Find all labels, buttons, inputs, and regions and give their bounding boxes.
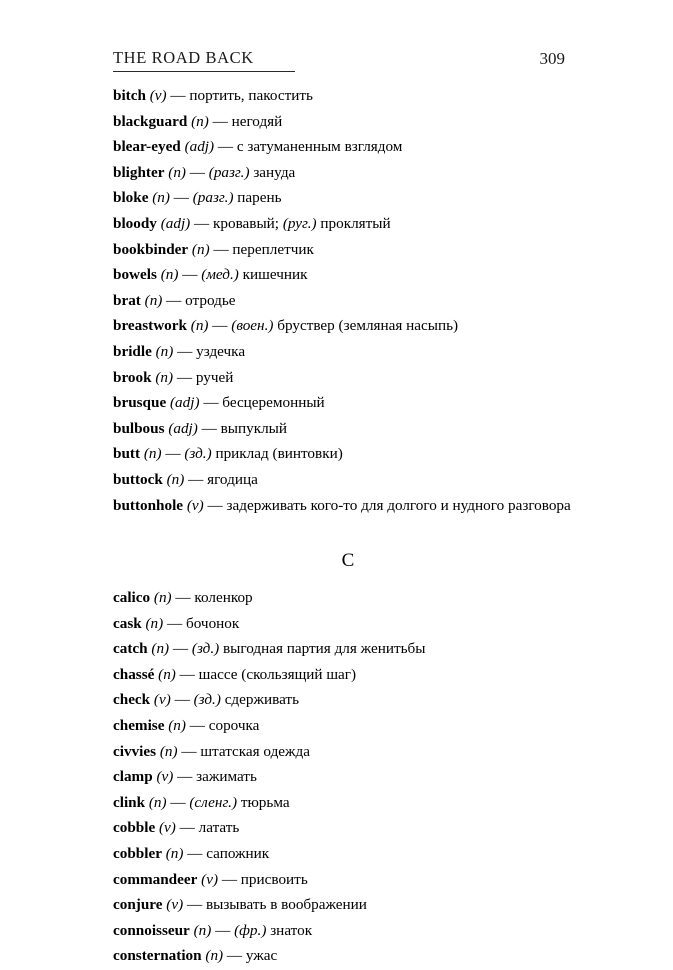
glossary-entry [113, 764, 583, 790]
entry-part-of-speech: (adj) [169, 394, 200, 412]
entry-dash: — [215, 921, 231, 939]
glossary-entry [113, 790, 583, 816]
glossary-entry [113, 493, 583, 519]
entry-dash: — [181, 742, 197, 760]
entry-definition: парень [237, 189, 282, 207]
glossary-entry [113, 739, 583, 765]
entry-definition: выгодная партия для женитьбы [223, 640, 426, 658]
entry-part-of-speech: (n) [158, 665, 176, 683]
entry-part-of-speech: (n) [168, 163, 186, 181]
entry-definition: сапожник [206, 845, 270, 863]
entry-headword: bulbous [113, 419, 165, 437]
entry-definition: ягодица [207, 470, 258, 488]
entry-definition: тюрьма [240, 793, 290, 811]
page-header [113, 48, 565, 72]
entry-definition: штатская одежда [200, 742, 311, 760]
entry-part-of-speech: (v) [149, 87, 167, 104]
entry-dash: — [187, 845, 203, 863]
entry-definition: кишечник [242, 266, 308, 284]
entry-dash: — [177, 342, 193, 360]
glossary-entry [113, 467, 583, 493]
glossary-entry [113, 918, 583, 944]
entry-definition: кровавый; [213, 214, 283, 232]
glossary-entry [113, 867, 583, 893]
entry-definition: портить, пакостить [189, 87, 313, 104]
entry-definition: негодяй [231, 112, 283, 130]
entry-headword: cask [113, 614, 142, 632]
glossary-entry [113, 160, 583, 186]
entry-dash: — [177, 768, 193, 786]
entry-definition: ужас [245, 947, 278, 965]
entry-dash: — [165, 445, 181, 463]
entry-dash: — [201, 419, 217, 437]
entry-part-of-speech: (adj) [160, 214, 191, 232]
entry-part-of-speech: (v) [201, 870, 219, 888]
entry-part-of-speech: (n) [166, 470, 185, 488]
glossary-entry [113, 416, 583, 442]
entry-dash: — [188, 470, 204, 488]
entry-dash: — [179, 665, 195, 683]
entry-definition: сорочка [208, 717, 260, 735]
entry-part-of-speech: (n) [155, 368, 174, 386]
glossary-entry [113, 611, 583, 637]
entry-usage-label: (фр.) [234, 921, 267, 939]
entry-dash: — [179, 819, 195, 837]
entry-headword: calico [113, 589, 151, 607]
entry-dash: — [207, 496, 223, 514]
entry-headword: blackguard [113, 112, 188, 130]
entry-dash: — [167, 614, 183, 632]
entry-definition: бесцеремонный [222, 394, 325, 412]
entry-headword: buttonhole [113, 496, 184, 514]
section-letter-text: C [341, 550, 355, 572]
entry-dash: — [189, 163, 205, 181]
entry-dash: — [189, 717, 205, 735]
glossary-entry [113, 687, 583, 713]
glossary-entry [113, 134, 583, 160]
entry-part-of-speech: (n) [159, 742, 178, 760]
entry-dash: — [186, 896, 203, 914]
entry-headword: civvies [113, 742, 157, 760]
entry-definition: сдерживать [224, 691, 299, 709]
entry-headword: brusque [113, 394, 167, 412]
entry-definition: с затуманенным взглядом [236, 138, 403, 156]
entry-headword: check [113, 691, 151, 709]
entry-dash: — [203, 394, 219, 412]
glossary-entry [113, 585, 583, 611]
entry-definition: присвоить [240, 870, 308, 888]
entry-part-of-speech: (n) [205, 947, 224, 965]
glossary-entry [113, 943, 583, 969]
entry-definition: зануда [253, 163, 296, 181]
entry-dash: — [226, 947, 243, 965]
entry-headword: conjure [113, 896, 163, 914]
glossary-entry [113, 892, 583, 918]
entry-dash: — [194, 214, 210, 232]
entry-definition: знаток [270, 921, 313, 939]
entry-part-of-speech: (adj) [184, 138, 215, 156]
entry-part-of-speech: (n) [144, 291, 163, 309]
entry-dash: — [217, 138, 234, 156]
entry-part-of-speech: (n) [155, 342, 174, 360]
glossary-entry [113, 636, 583, 662]
entry-dash: — [166, 291, 182, 309]
glossary-entry [113, 211, 583, 237]
entry-part-of-speech: (n) [143, 445, 162, 463]
entry-definition: латать [198, 819, 240, 837]
glossary-entry [113, 185, 583, 211]
glossary-entry [113, 313, 583, 339]
entry-dash: — [176, 368, 193, 386]
entry-dash: — [212, 112, 228, 130]
entry-part-of-speech: (n) [190, 317, 209, 335]
entry-usage-label: (разг.) [192, 189, 234, 207]
entry-part-of-speech: (n) [168, 717, 186, 735]
glossary-entry [113, 441, 583, 467]
entry-part-of-speech: (v) [153, 691, 171, 709]
entry-dash: — [170, 793, 186, 811]
glossary-entry [113, 262, 583, 288]
entry-definition: выпуклый [220, 419, 288, 437]
entry-dash: — [182, 266, 198, 284]
entry-headword: blighter [113, 163, 165, 181]
entry-headword: cobbler [113, 845, 162, 863]
entry-part-of-speech: (n) [152, 189, 170, 207]
entry-usage-label: (разг.) [208, 163, 250, 181]
entry-dash: — [173, 189, 189, 207]
entry-dash: — [175, 589, 191, 607]
entry-usage-label: (зд.) [184, 445, 212, 463]
entry-definition: уздечка [196, 342, 246, 360]
entry-part-of-speech: (n) [151, 640, 170, 658]
entry-usage-label: (сленг.) [189, 793, 238, 811]
entry-usage-label: (зд.) [191, 640, 220, 658]
entry-part-of-speech: (v) [166, 896, 184, 914]
entry-headword: connoisseur [113, 921, 190, 939]
entry-headword: consternation [113, 947, 202, 965]
entry-definition: задерживать кого-то для долгого и нудного разговора [226, 496, 571, 514]
entry-part-of-speech: (n) [160, 266, 179, 284]
entry-dash: — [174, 691, 190, 709]
entry-headword: cobble [113, 819, 156, 837]
entry-headword: chassé [113, 665, 155, 683]
entry-definition: бруствер (земляная насыпь) [277, 317, 459, 335]
entry-headword: bowels [113, 266, 157, 284]
entry-headword: bridle [113, 342, 152, 360]
entry-definition: переплетчик [232, 240, 314, 258]
entry-part-of-speech: (n) [193, 921, 212, 939]
entry-definition: приклад (винтовки) [215, 445, 343, 463]
glossary-entry [113, 339, 583, 365]
entry-part-of-speech: (adj) [168, 419, 198, 437]
entry-part-of-speech: (n) [191, 112, 209, 130]
entry-part-of-speech: (v) [186, 496, 204, 514]
entry-definition: вызывать в воображении [205, 896, 367, 914]
entry-usage-label-secondary: (руг.) [282, 214, 317, 232]
glossary-entries [113, 83, 583, 969]
glossary-entry [113, 109, 583, 135]
entry-headword: clink [113, 793, 146, 811]
entry-headword: bloke [113, 189, 149, 207]
entry-definition: ручей [195, 368, 234, 386]
section-letter-heading [113, 518, 583, 585]
entry-part-of-speech: (n) [165, 845, 184, 863]
glossary-entry [113, 815, 583, 841]
entry-part-of-speech: (n) [153, 589, 172, 607]
entry-usage-label: (мед.) [201, 266, 239, 284]
entry-headword: catch [113, 640, 148, 658]
entry-headword: brat [113, 291, 141, 309]
glossary-entry [113, 237, 583, 263]
glossary-entry [113, 662, 583, 688]
entry-definition: бочонок [186, 614, 240, 632]
entry-headword: brook [113, 368, 152, 386]
entry-definition: отродье [185, 291, 236, 309]
entry-definition: шассе (скользящий шаг) [198, 665, 357, 683]
entry-part-of-speech: (v) [156, 768, 174, 786]
entry-headword: blear-eyed [113, 138, 181, 156]
glossary-entry [113, 713, 583, 739]
entry-part-of-speech: (n) [148, 793, 167, 811]
entry-dash: — [170, 87, 186, 104]
glossary-entry [113, 841, 583, 867]
entry-dash: — [172, 640, 189, 658]
running-title: THE ROAD BACK [113, 48, 295, 72]
entry-usage-label: (зд.) [193, 691, 221, 709]
entry-headword: bookbinder [113, 240, 189, 258]
entry-headword: breastwork [113, 317, 187, 335]
entry-part-of-speech: (n) [145, 614, 164, 632]
entry-dash: — [213, 240, 229, 258]
entry-dash: — [221, 870, 237, 888]
glossary-entry [113, 288, 583, 314]
entry-definition: зажимать [196, 768, 257, 786]
entry-part-of-speech: (v) [159, 819, 176, 837]
glossary-entry [113, 390, 583, 416]
page-number: 309 [539, 49, 565, 68]
entry-headword: commandeer [113, 870, 198, 888]
entry-headword: clamp [113, 768, 153, 786]
entry-headword: butt [113, 445, 141, 463]
entry-usage-label: (воен.) [231, 317, 274, 335]
glossary-entry [113, 83, 583, 109]
entry-dash: — [212, 317, 228, 335]
glossary-entry [113, 365, 583, 391]
entry-definition-continued: проклятый [320, 214, 391, 232]
entry-headword: bloody [113, 214, 157, 232]
entry-headword: buttock [113, 470, 163, 488]
entry-definition: коленкор [194, 589, 253, 607]
entry-part-of-speech: (n) [191, 240, 210, 258]
entry-headword: chemise [113, 717, 165, 735]
entry-headword: bitch [113, 87, 146, 104]
